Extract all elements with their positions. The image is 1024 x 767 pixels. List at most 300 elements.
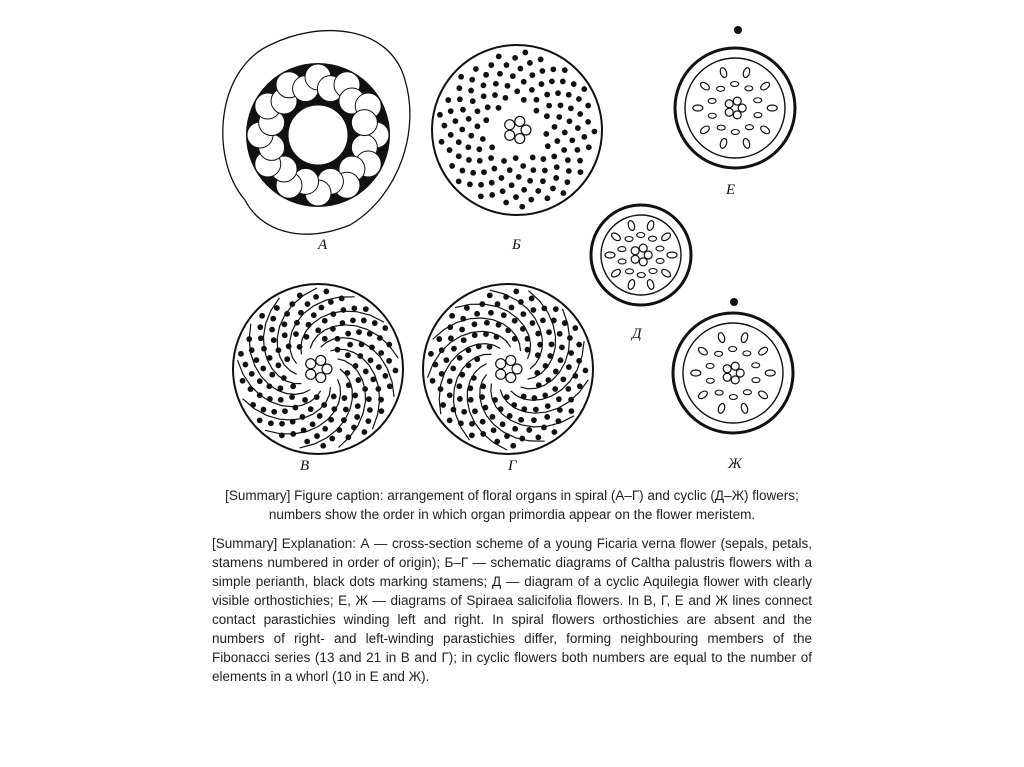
stamen-dot <box>367 407 373 413</box>
panel-label-a: А <box>318 237 328 253</box>
stamen-dot <box>314 433 320 439</box>
stamen-dot <box>439 139 445 145</box>
carpel-shape <box>506 373 516 383</box>
stamen-dot <box>488 62 494 68</box>
stamen-dot <box>310 421 316 427</box>
stamen-dot <box>447 417 453 423</box>
stamen-dot <box>468 397 474 403</box>
stamen-dot <box>538 57 544 63</box>
stamen-shape <box>759 124 771 135</box>
stamen-shape <box>610 231 622 242</box>
stamen-dot <box>353 363 359 369</box>
stamen-dot <box>350 317 356 323</box>
stamen-dot <box>345 352 351 358</box>
stamen-dot <box>343 407 349 413</box>
carpel-shape <box>725 108 733 116</box>
stamen-shape <box>740 332 749 343</box>
stamen-dot <box>253 357 259 363</box>
stamen-dot <box>368 357 374 363</box>
stamen-dot <box>268 420 274 426</box>
stamen-dot <box>459 327 465 333</box>
carpel-shape <box>496 369 506 379</box>
stamen-dot <box>493 81 499 87</box>
stamen-dot <box>473 66 479 72</box>
stamen-dot <box>481 169 487 175</box>
carpel-shape <box>733 111 741 119</box>
stamen-dot <box>356 329 362 335</box>
stamen-dot <box>472 408 478 414</box>
stamen-dot <box>510 443 516 449</box>
stamen-dot <box>560 79 566 85</box>
stamen-dot <box>540 156 546 162</box>
stamen-dot <box>393 368 399 374</box>
stamen-dot <box>572 325 578 331</box>
caption-body: [Summary] Explanation: А — cross-section scheme of a young Ficaria verna flower (sepals, petals, stamens numbered in order of origin); Б–Г — schematic diagrams of Caltha palustris flowers with a simple perianth, black dots marking stamens; Д — diagram of a cyclic Aquilegia flower with clearly visible orthostichies; Е, Ж — diagrams of Spiraea salicifolia flowers. In В, Г, Е and Ж lines connect contact parastichies winding left and right. In spiral flowers orthostichies are absent and the numbers of right- and left-winding parastichies differ, forming neighbouring members of the Fibonacci series (13 and 21 in В and Г); in cyclic flowers both numbers are equal to the number of elements in a whorl (10 in Е and Ж). <box>212 536 812 684</box>
stamen-dot <box>322 318 328 324</box>
stamen-shape <box>729 347 737 352</box>
stamen-dot <box>286 343 292 349</box>
stamen-dot <box>274 305 280 311</box>
carpel-shape <box>725 100 733 108</box>
stamen-dot <box>734 26 742 34</box>
stamen-dot <box>545 143 551 149</box>
stamen-dot <box>443 357 449 363</box>
stamen-dot <box>242 362 248 368</box>
stamen-dot <box>331 394 337 400</box>
stamen-dot <box>378 350 384 356</box>
stamen-dot <box>533 407 539 413</box>
stamen-dot <box>575 125 581 131</box>
stamen-dot <box>581 134 587 140</box>
stamen-dot <box>539 81 545 87</box>
stamen-dot <box>540 178 546 184</box>
stamen-dot <box>553 175 559 181</box>
stamen-dot <box>556 396 562 402</box>
stamen-dot <box>521 187 527 193</box>
stamen-dot <box>478 193 484 199</box>
stamen-dot <box>320 443 326 449</box>
stamen-dot <box>551 429 557 435</box>
stamen-shape <box>627 279 636 290</box>
panel-g-diagram <box>423 284 593 454</box>
stamen-dot <box>562 67 568 73</box>
stamen-dot <box>520 163 526 169</box>
stamen-dot <box>552 124 558 130</box>
stamen-dot <box>465 144 471 150</box>
stamen-dot <box>501 312 507 318</box>
stamen-shape <box>691 370 701 376</box>
stamen-shape <box>610 268 622 279</box>
stamen-dot <box>489 144 495 150</box>
stamen-dot <box>509 305 515 311</box>
stamen-dot <box>576 342 582 348</box>
stamen-dot <box>238 351 244 357</box>
stamen-dot <box>541 425 547 431</box>
stamen-dot <box>258 335 264 341</box>
stamen-dot <box>354 414 360 420</box>
stamen-shape <box>717 403 726 414</box>
stamen-dot <box>513 155 519 161</box>
stamen-dot <box>305 301 311 307</box>
stamen-dot <box>534 97 540 103</box>
stamen-dot <box>544 195 550 201</box>
carpel-shape <box>731 376 739 384</box>
stamen-dot <box>490 414 496 420</box>
stamen-shape <box>693 105 703 111</box>
stamen-dot <box>559 344 565 350</box>
stamen-dot <box>361 318 367 324</box>
stamen-shape <box>719 67 728 78</box>
stamen-dot <box>567 118 573 124</box>
stamen-dot <box>282 332 288 338</box>
stamen-shape <box>660 268 672 279</box>
stamen-dot <box>474 123 480 129</box>
stamen-dot <box>445 97 451 103</box>
stamen-dot <box>529 296 535 302</box>
stamen-dot <box>437 112 443 118</box>
stamen-dot <box>530 320 536 326</box>
stamen-shape <box>656 246 664 251</box>
stamen-dot <box>470 170 476 176</box>
stamen-dot <box>522 50 528 56</box>
stamen-dot <box>282 321 288 327</box>
stamen-shape <box>765 370 775 376</box>
stamen-dot <box>560 376 566 382</box>
stamen-shape <box>754 113 762 118</box>
panel-e-diagram <box>675 26 795 168</box>
stamen-dot <box>521 79 527 85</box>
stamen-dot <box>259 313 265 319</box>
stamen-shape <box>699 81 711 92</box>
stamen-dot <box>518 417 524 423</box>
stamen-dot <box>428 351 434 357</box>
stamen-dot <box>585 119 591 125</box>
carpel-shape <box>322 364 332 374</box>
stamen-dot <box>519 204 525 210</box>
stamen-dot <box>249 371 255 377</box>
stamen-dot <box>481 93 487 99</box>
stamen-dot <box>382 325 388 331</box>
stamen-shape <box>754 98 762 103</box>
stamen-dot <box>552 386 558 392</box>
carpel-shape <box>639 244 647 252</box>
stamen-shape <box>743 351 751 356</box>
stamen-dot <box>440 402 446 408</box>
stamen-dot <box>562 130 568 136</box>
stamen-dot <box>289 394 295 400</box>
stamen-shape <box>625 236 633 241</box>
stamen-dot <box>500 188 506 194</box>
stamen-shape <box>742 138 751 149</box>
stamen-dot <box>467 181 473 187</box>
stamen-shape <box>646 220 655 231</box>
stamen-dot <box>564 179 570 185</box>
stamen-dot <box>491 166 497 172</box>
stamen-dot <box>355 377 361 383</box>
stamen-dot <box>577 169 583 175</box>
stamen-dot <box>352 393 358 399</box>
stamen-dot <box>448 335 454 341</box>
stamen-shape <box>625 269 633 274</box>
panel-label-v: В <box>300 458 310 474</box>
stamen-dot <box>527 60 533 66</box>
stamen-dot <box>347 342 353 348</box>
stamen-dot <box>485 104 491 110</box>
stamen-shape <box>752 378 760 383</box>
stamen-dot <box>549 78 555 84</box>
stamen-shape <box>717 332 726 343</box>
stamen-dot <box>558 102 564 108</box>
stamen-shape <box>649 269 657 274</box>
stamen-dot <box>261 407 267 413</box>
stamen-dot <box>499 175 505 181</box>
stamen-dot <box>549 341 555 347</box>
stamen-shape <box>731 82 739 87</box>
stamen-dot <box>456 383 462 389</box>
stamen-dot <box>513 289 519 295</box>
stamen-dot <box>460 168 466 174</box>
stamen-dot <box>478 182 484 188</box>
stamen-dot <box>566 92 572 98</box>
stamen-dot <box>507 167 513 173</box>
stamen-dot <box>386 358 392 364</box>
stamen-dot <box>472 321 478 327</box>
stamen-shape <box>717 86 725 91</box>
stamen-dot <box>551 154 557 160</box>
stamen-dot <box>315 327 321 333</box>
carpel-shape <box>306 359 316 369</box>
stamen-dot <box>544 414 550 420</box>
stamen-dot <box>554 164 560 170</box>
stamen-dot <box>451 346 457 352</box>
stamen-shape <box>752 363 760 368</box>
stamen-dot <box>341 395 347 401</box>
carpel-shape <box>731 362 739 370</box>
carpel-shape <box>506 355 516 365</box>
carpel-shape <box>505 120 515 130</box>
stamen-shape <box>719 138 728 149</box>
stamen-shape <box>767 105 777 111</box>
stamen-dot <box>484 320 490 326</box>
stamen-dot <box>566 168 572 174</box>
stamen-dot <box>571 81 577 87</box>
stamen-dot <box>492 92 498 98</box>
stamen-dot <box>544 92 550 98</box>
stamen-dot <box>344 370 350 376</box>
stamen-shape <box>656 258 664 263</box>
stamen-dot <box>574 147 580 153</box>
stamen-dot <box>240 378 246 384</box>
stamen-shape <box>757 389 769 400</box>
stamen-dot <box>520 311 526 317</box>
panel-label-g: Г <box>508 458 517 474</box>
stamen-dot <box>284 356 290 362</box>
carpel-shape <box>316 373 326 383</box>
stamen-dot <box>447 392 453 398</box>
stamen-dot <box>461 409 467 415</box>
parastichy-line <box>264 298 302 384</box>
stamen-shape <box>627 220 636 231</box>
stamen-dot <box>448 108 454 114</box>
stamen-dot <box>513 194 519 200</box>
stamen-dot <box>441 123 447 129</box>
stamen-dot <box>480 136 486 142</box>
stamen-dot <box>509 182 515 188</box>
panel-a-diagram <box>223 31 410 235</box>
stamen-dot <box>278 397 284 403</box>
stamen-dot <box>469 77 475 83</box>
stamen-dot <box>376 364 382 370</box>
stamen-dot <box>363 369 369 375</box>
stamen-shape <box>660 231 672 242</box>
stamen-dot <box>466 116 472 122</box>
stamen-dot <box>470 98 476 104</box>
stamen-shape <box>745 125 753 130</box>
stamen-dot <box>488 155 494 161</box>
stamen-dot <box>447 378 453 384</box>
stamen-dot <box>535 434 541 440</box>
stamen-dot <box>586 144 592 150</box>
stamen-dot <box>275 362 281 368</box>
stamen-shape <box>759 81 771 92</box>
center-cell <box>288 105 348 165</box>
stamen-dot <box>304 439 310 445</box>
stamen-dot <box>577 158 583 164</box>
stamen-dot <box>447 147 453 153</box>
stamen-dot <box>323 289 329 295</box>
stamen-dot <box>436 336 442 342</box>
stamen-shape <box>697 389 709 400</box>
stamen-dot <box>271 409 277 415</box>
carpel-shape <box>515 116 525 126</box>
stamen-dot <box>308 406 314 412</box>
stamen-dot <box>345 331 351 337</box>
stamen-dot <box>269 372 275 378</box>
stamen-dot <box>566 364 572 370</box>
stamen-dot <box>293 331 299 337</box>
stamen-dot <box>306 322 312 328</box>
stamen-dot <box>546 103 552 109</box>
panel-label-b: Б <box>512 237 521 253</box>
stamen-shape <box>618 259 626 264</box>
stamen-dot <box>460 107 466 113</box>
stamen-dot <box>355 403 361 409</box>
stamen-shape <box>697 346 709 357</box>
stamen-dot <box>553 306 559 312</box>
carpel-shape <box>521 125 531 135</box>
carpel-shape <box>733 97 741 105</box>
stamen-shape <box>605 252 615 258</box>
panel-d-diagram <box>591 205 691 305</box>
stamen-dot <box>542 168 548 174</box>
stamen-dot <box>539 68 545 74</box>
stamen-dot <box>561 147 567 153</box>
stamen-dot <box>257 378 263 384</box>
stamen-dot <box>569 137 575 143</box>
stamen-dot <box>329 436 335 442</box>
stamen-dot <box>311 312 317 318</box>
stamen-dot <box>487 293 493 299</box>
stamen-dot <box>472 332 478 338</box>
carpel-shape <box>515 134 525 144</box>
stamen-dot <box>491 427 497 433</box>
stamen-dot <box>546 329 552 335</box>
stamen-dot <box>457 355 463 361</box>
stamen-dot <box>366 396 372 402</box>
stamen-dot <box>558 357 564 363</box>
stamen-shape <box>649 236 657 241</box>
stamen-dot <box>466 157 472 163</box>
stamen-dot <box>457 96 463 102</box>
stamen-dot <box>489 192 495 198</box>
stamen-dot <box>530 167 536 173</box>
stamen-dot <box>543 131 549 137</box>
stamen-dot <box>512 426 518 432</box>
stamen-dot <box>535 188 541 194</box>
stamen-dot <box>496 105 502 111</box>
stamen-dot <box>339 296 345 302</box>
stamen-shape <box>745 86 753 91</box>
carpel-shape <box>306 369 316 379</box>
stamen-dot <box>545 403 551 409</box>
stamen-shape <box>699 124 711 135</box>
stamen-dot <box>322 336 328 342</box>
stamen-dot <box>504 62 510 68</box>
stamen-dot <box>322 426 328 432</box>
stamen-dot <box>544 113 550 119</box>
panel-b-diagram <box>432 45 602 215</box>
stamen-dot <box>527 178 533 184</box>
stamen-dot <box>529 72 535 78</box>
figure-caption <box>212 486 812 686</box>
stamen-shape <box>757 346 769 357</box>
stamen-dot <box>530 155 536 161</box>
carpel-shape <box>723 365 731 373</box>
stamen-dot <box>528 197 534 203</box>
stamen-shape <box>742 67 751 78</box>
stamen-dot <box>488 310 494 316</box>
stamen-dot <box>378 408 384 414</box>
stamen-dot <box>550 186 556 192</box>
stamen-dot <box>489 180 495 186</box>
stamen-dot <box>474 311 480 317</box>
stamen-dot <box>534 108 540 114</box>
stamen-dot <box>456 139 462 145</box>
stamen-shape <box>708 98 716 103</box>
stamen-dot <box>514 88 520 94</box>
stamen-shape <box>708 113 716 118</box>
stamen-dot <box>439 347 445 353</box>
stamen-dot <box>480 419 486 425</box>
stamen-dot <box>452 118 458 124</box>
stamen-dot <box>476 146 482 152</box>
parastichy-line <box>265 379 341 434</box>
stamen-shape <box>646 279 655 290</box>
stamen-dot <box>468 133 474 139</box>
stamen-dot <box>529 87 535 93</box>
stamen-dot <box>477 158 483 164</box>
stamen-shape <box>743 390 751 395</box>
stamen-dot <box>257 324 263 330</box>
stamen-dot <box>512 318 518 324</box>
stamen-dot <box>556 114 562 120</box>
stamen-dot <box>257 417 263 423</box>
stamen-dot <box>260 366 266 372</box>
stamen-dot <box>317 413 323 419</box>
stamen-dot <box>449 163 455 169</box>
stamen-dot <box>565 386 571 392</box>
stamen-dot <box>512 55 518 61</box>
